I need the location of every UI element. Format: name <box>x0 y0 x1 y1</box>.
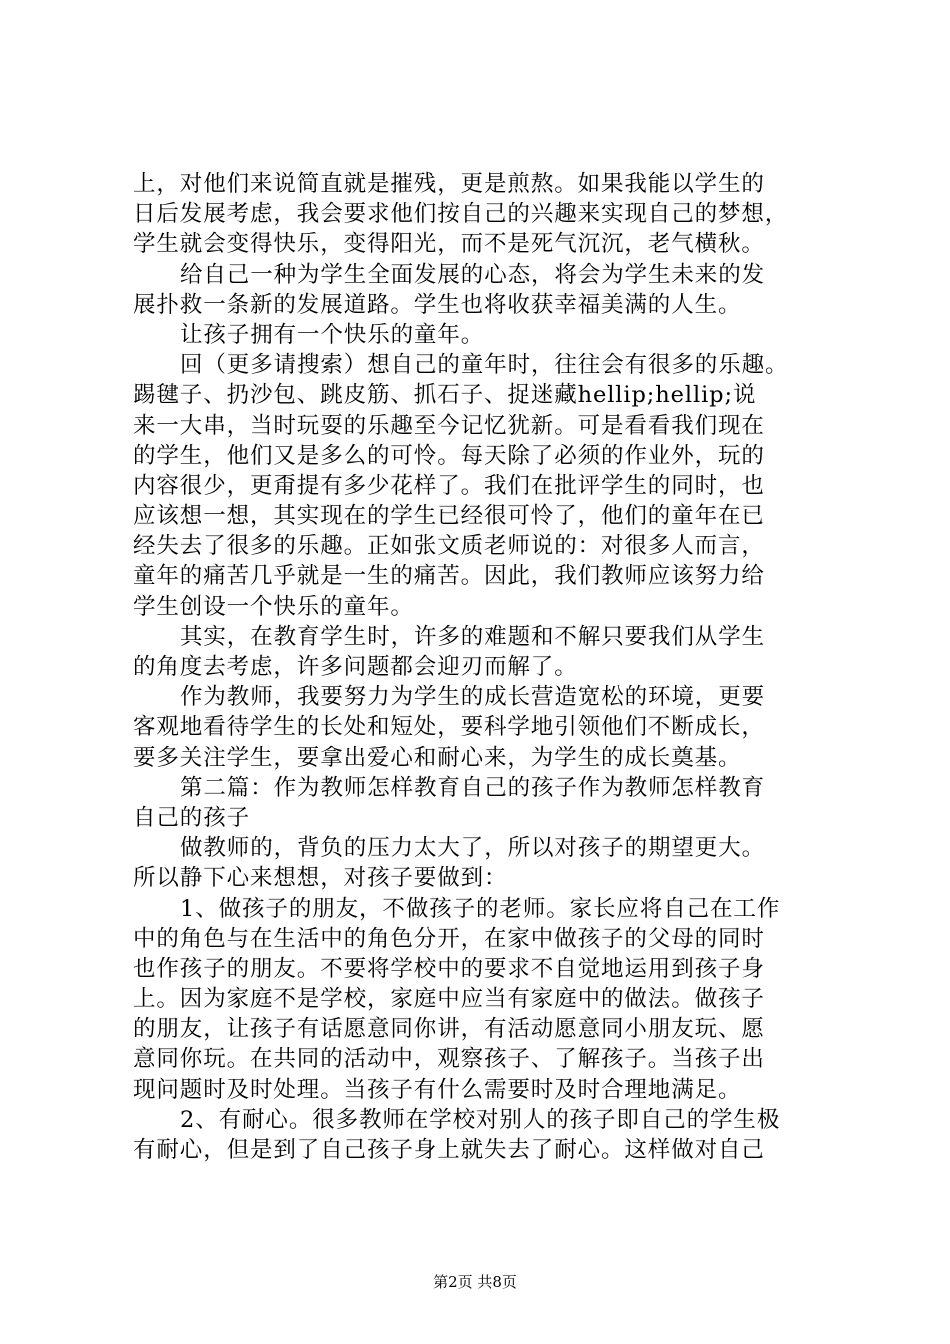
text-line: 也作孩子的朋友。不要将学校中的要求不自觉地运用到孩子身 <box>133 955 765 982</box>
text-line: 2、有耐心。很多教师在学校对别人的孩子即自己的学生极 <box>180 1106 781 1133</box>
text-line: 展扑救一条新的发展道路。学生也将收获幸福美满的人生。 <box>133 291 742 318</box>
text-line: 学生就会变得快乐，变得阳光，而不是死气沉沉，老气横秋。 <box>133 231 765 258</box>
page-footer: 第2页 共8页 <box>433 1273 517 1291</box>
text-line: 学生创设一个快乐的童年。 <box>133 593 414 620</box>
text-line: 回（更多请搜索）想自己的童年时，往往会有很多的乐趣。 <box>180 352 789 379</box>
text-line: 意同你玩。在共同的活动中，观察孩子、了解孩子。当孩子出 <box>133 1046 765 1073</box>
text-line: 经失去了很多的乐趣。正如张文质老师说的：对很多人而言， <box>133 533 765 560</box>
text-line: 上，对他们来说简直就是摧残，更是煎熬。如果我能以学生的 <box>133 171 765 197</box>
text-line: 现问题时及时处理。当孩子有什么需要时及时合理地满足。 <box>133 1076 742 1103</box>
text-line: 中的角色与在生活中的角色分开，在家中做孩子的父母的同时 <box>133 925 765 952</box>
text-line: 作为教师，我要努力为学生的成长营造宽松的环境，更要 <box>180 684 766 711</box>
text-line: 来一大串，当时玩耍的乐趣至今记忆犹新。可是看看我们现在 <box>133 412 765 439</box>
text-line: 第二篇：作为教师怎样教育自己的孩子作为教师怎样教育 <box>180 774 766 801</box>
text-line: 要多关注学生，要拿出爱心和耐心来，为学生的成长奠基。 <box>133 744 742 771</box>
text-line: 做教师的，背负的压力太大了，所以对孩子的期望更大。 <box>180 835 766 862</box>
text-line: 有耐心，但是到了自己孩子身上就失去了耐心。这样做对自己 <box>133 1137 765 1163</box>
text-line: 所以静下心来想想，对孩子要做到： <box>133 865 508 892</box>
text-line: 上。因为家庭不是学校，家庭中应当有家庭中的做法。做孩子 <box>133 986 765 1013</box>
document-body <box>133 169 833 1165</box>
text-line: 让孩子拥有一个快乐的童年。 <box>180 321 485 348</box>
text-line: 1、做孩子的朋友，不做孩子的老师。家长应将自己在工作 <box>180 895 781 922</box>
text-line: 的朋友，让孩子有话愿意同你讲，有活动愿意同小朋友玩、愿 <box>133 1016 765 1043</box>
text-line: 其实，在教育学生时，许多的难题和不解只要我们从学生 <box>180 623 766 650</box>
text-line: 应该想一想，其实现在的学生已经很可怜了，他们的童年在已 <box>133 503 765 530</box>
text-line: 踢毽子、扔沙包、跳皮筋、抓石子、捉迷藏hellip;hellip;说 <box>133 382 757 409</box>
text-line: 客观地看待学生的长处和短处，要科学地引领他们不断成长， <box>133 714 765 741</box>
text-line: 的学生，他们又是多么的可怜。每天除了必须的作业外，玩的 <box>133 442 765 469</box>
text-line: 内容很少，更甭提有多少花样了。我们在批评学生的同时，也 <box>133 472 765 499</box>
text-line: 自己的孩子 <box>133 804 251 831</box>
text-line: 的角度去考虑，许多问题都会迎刃而解了。 <box>133 654 578 680</box>
text-line: 童年的痛苦几乎就是一生的痛苦。因此，我们教师应该努力给 <box>133 563 765 590</box>
text-line: 给自己一种为学生全面发展的心态，将会为学生未来的发 <box>180 261 766 288</box>
text-line: 日后发展考虑，我会要求他们按自己的兴趣来实现自己的梦想， <box>133 201 789 228</box>
